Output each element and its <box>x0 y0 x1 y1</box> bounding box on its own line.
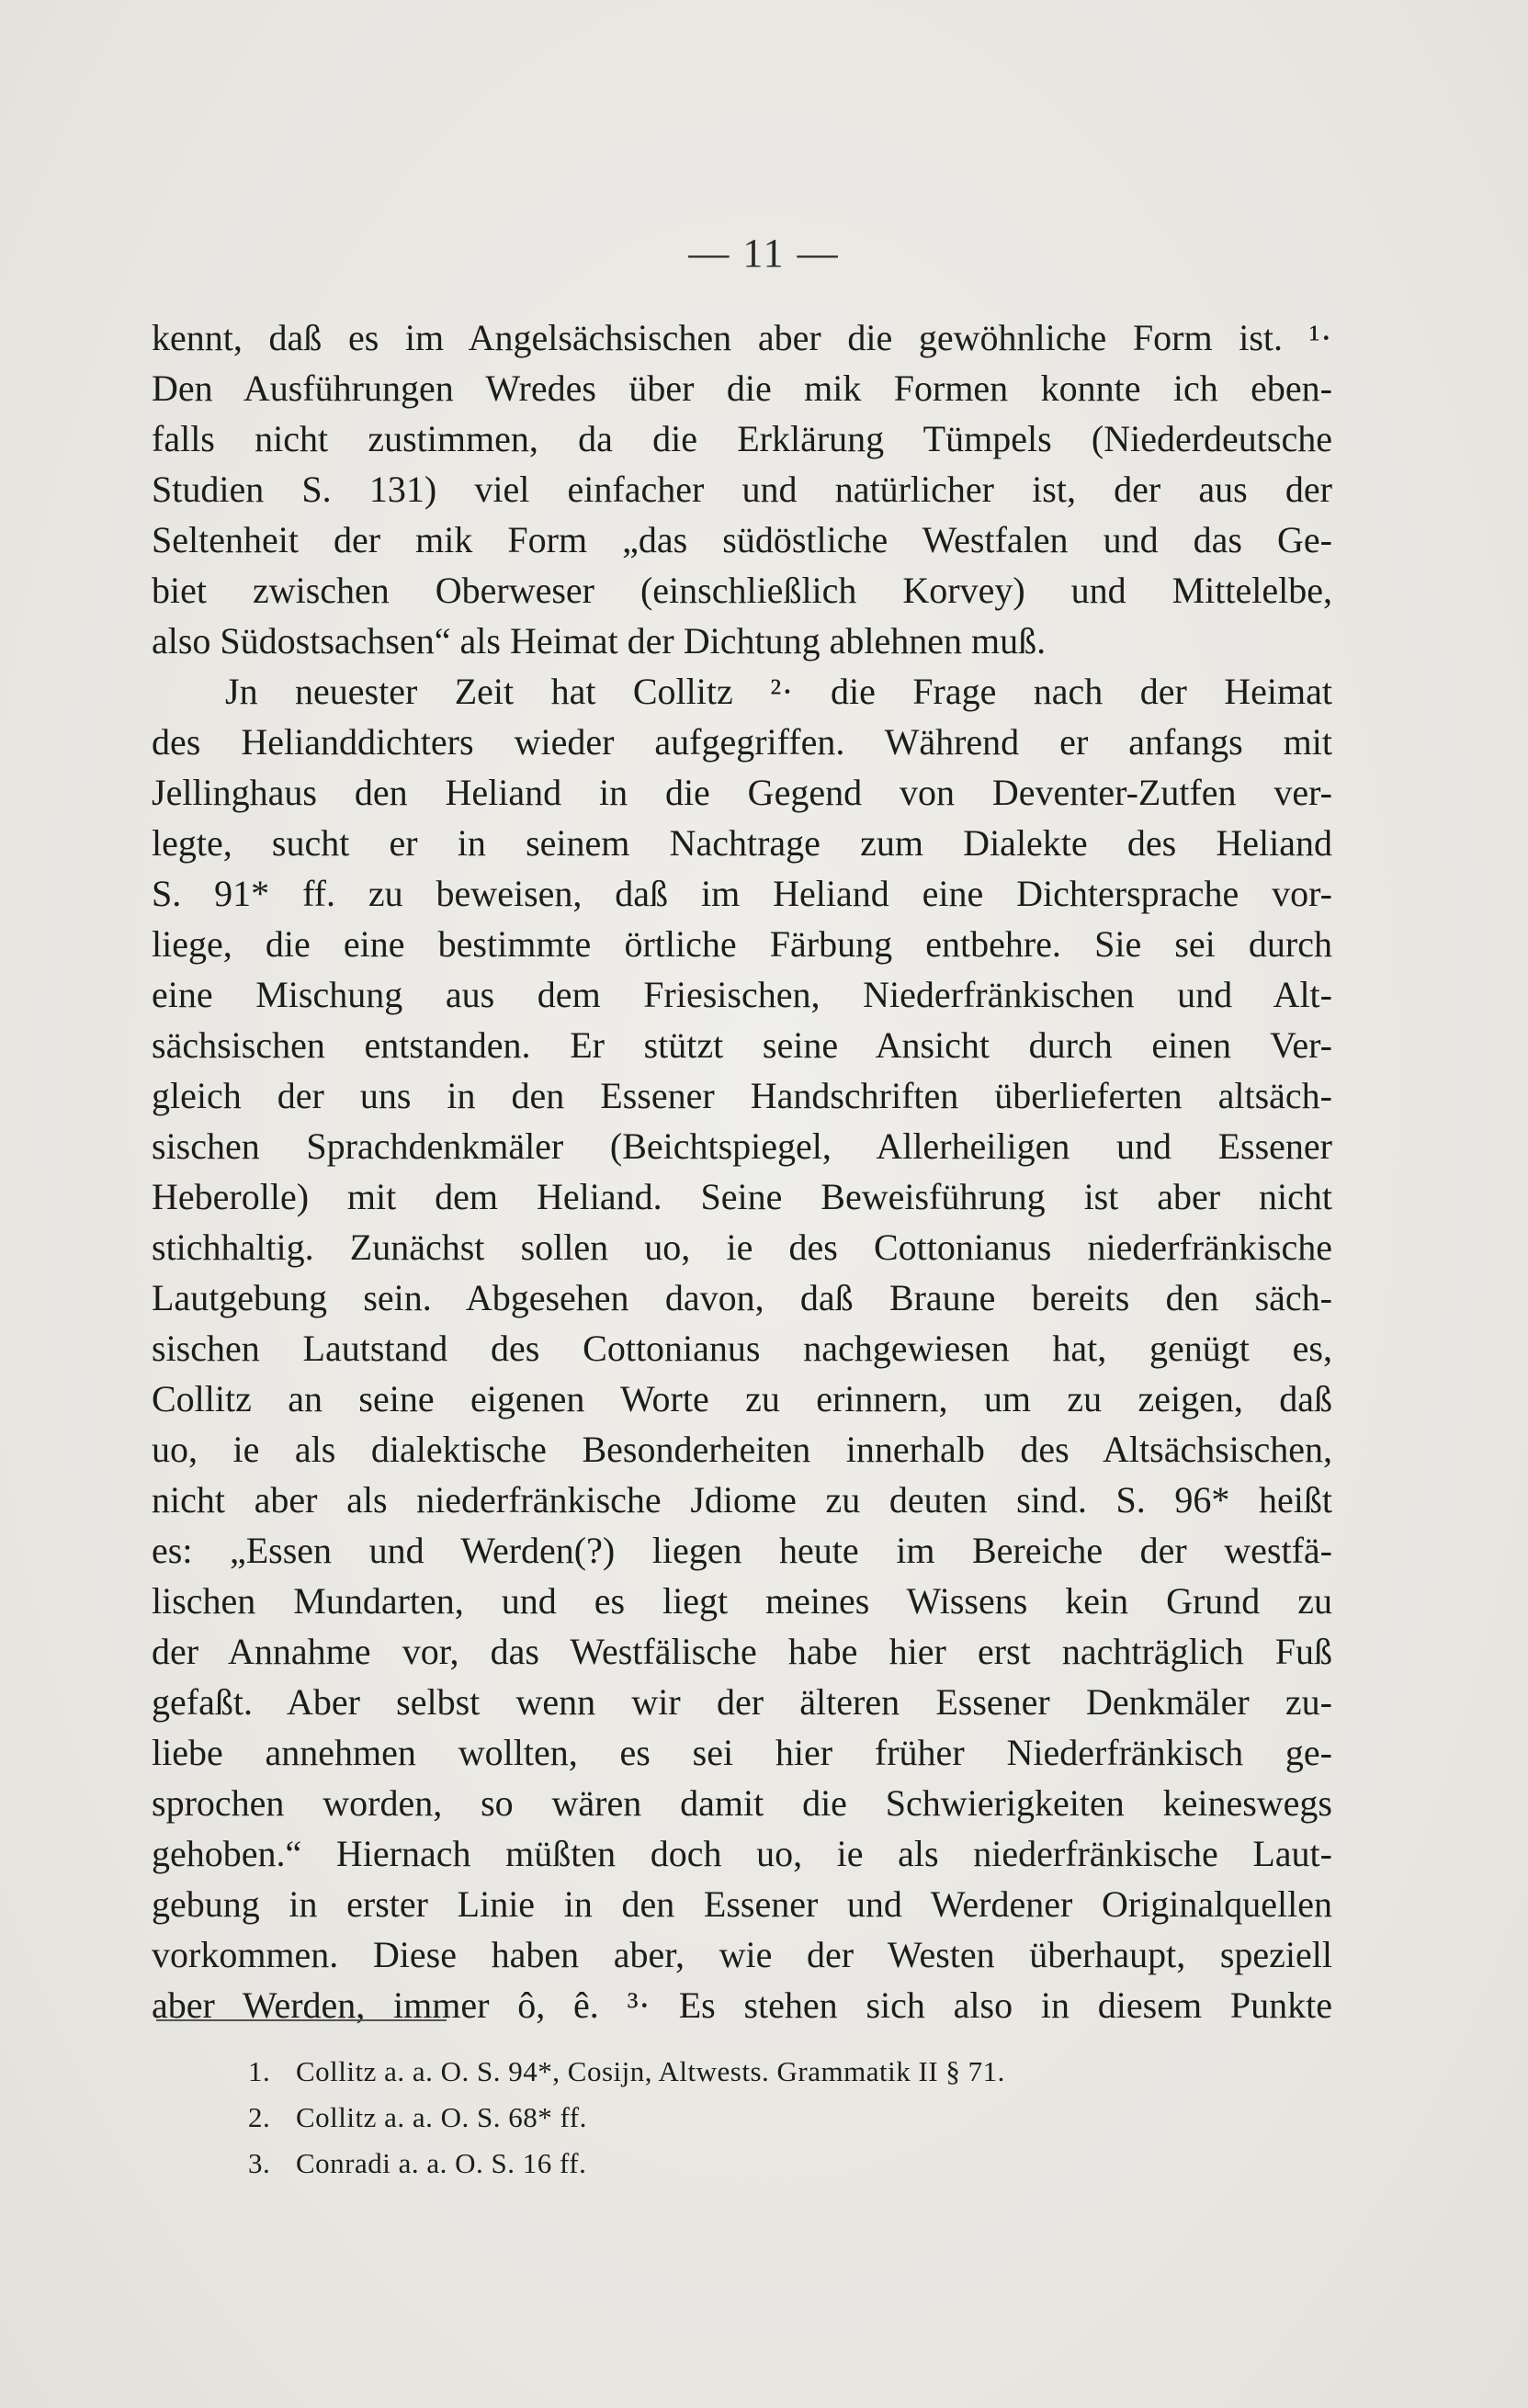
text-line: S. 91* ff. zu beweisen, daß im Heliand eine Dichtersprache vor- <box>152 873 1332 914</box>
text-line: Collitz an seine eigenen Worte zu erinnern, um zu zeigen, daß <box>152 1378 1332 1419</box>
text-line: biet zwischen Oberweser (einschließlich Korvey) und Mittelelbe, <box>152 570 1332 611</box>
text-line: gleich der uns in den Essener Handschriften überlieferten altsäch- <box>152 1075 1332 1116</box>
text-line: gefaßt. Aber selbst wenn wir der älteren Essener Denkmäler zu- <box>152 1681 1332 1723</box>
footnote-separator <box>156 2019 447 2021</box>
footnote <box>248 2141 1259 2187</box>
footnote-text: Collitz a. a. O. S. 68* ff. <box>296 2101 587 2133</box>
text-line: stichhaltig. Zunächst sollen uo, ie des Cottonianus niederfränkische <box>152 1227 1332 1268</box>
page-number: — 11 — <box>688 231 840 276</box>
footnote-number: 2. <box>248 2101 271 2133</box>
text-line: sächsischen entstanden. Er stützt seine Ansicht durch einen Ver- <box>152 1024 1332 1066</box>
text-line: Lautgebung sein. Abgesehen davon, daß Braune bereits den säch- <box>152 1277 1332 1318</box>
text-line: Den Ausführungen Wredes über die mik Formen konnte ich eben- <box>152 367 1332 409</box>
text-line: liege, die eine bestimmte örtliche Färbung entbehre. Sie sei durch <box>152 923 1332 965</box>
text-line: legte, sucht er in seinem Nachtrage zum Dialekte des Heliand <box>152 822 1332 864</box>
text-line: aber Werden, immer ô, ê. ³· Es stehen sich also in diesem Punkte <box>152 1984 1332 2026</box>
text-line: nicht aber als niederfränkische Jdiome zu deuten sind. S. 96* heißt <box>152 1479 1332 1521</box>
text-line: Heberolle) mit dem Heliand. Seine Beweisführung ist aber nicht <box>152 1176 1332 1217</box>
text-line: eine Mischung aus dem Friesischen, Niederfränkischen und Alt- <box>152 974 1332 1015</box>
footnote <box>248 2049 1259 2095</box>
footnotes <box>248 2049 1259 2187</box>
body-text <box>152 312 1332 2030</box>
text-line: der Annahme vor, das Westfälische habe hier erst nachträglich Fuß <box>152 1631 1332 1672</box>
text-line: uo, ie als dialektische Besonderheiten innerhalb des Altsächsischen, <box>152 1429 1332 1470</box>
footnote-number: 3. <box>248 2147 271 2179</box>
text-line: liebe annehmen wollten, es sei hier früher Niederfränkisch ge- <box>152 1732 1332 1773</box>
text-line: Studien S. 131) viel einfacher und natürlicher ist, der aus der <box>152 469 1332 510</box>
footnote-text: Collitz a. a. O. S. 94*, Cosijn, Altwests. Grammatik II § 71. <box>296 2055 1005 2087</box>
text-line: gebung in erster Linie in den Essener und Werdener Originalquellen <box>152 1883 1332 1925</box>
text-line: sischen Lautstand des Cottonianus nachgewiesen hat, genügt es, <box>152 1328 1332 1369</box>
text-line: Jellinghaus den Heliand in die Gegend von Deventer-Zutfen ver- <box>152 772 1332 813</box>
footnote-text: Conradi a. a. O. S. 16 ff. <box>296 2147 587 2179</box>
text-line: sprochen worden, so wären damit die Schwierigkeiten keineswegs <box>152 1782 1332 1824</box>
text-line: vorkommen. Diese haben aber, wie der Westen überhaupt, speziell <box>152 1934 1332 1975</box>
text-line: kennt, daß es im Angelsächsischen aber die gewöhnliche Form ist. ¹· <box>152 317 1332 358</box>
text-line: falls nicht zustimmen, da die Erklärung Tümpels (Niederdeutsche <box>152 418 1332 459</box>
text-line: des Helianddichters wieder aufgegriffen. Während er anfangs mit <box>152 721 1332 763</box>
text-line: lischen Mundarten, und es liegt meines Wissens kein Grund zu <box>152 1580 1332 1622</box>
footnote <box>248 2095 1259 2141</box>
text-line: also Südostsachsen“ als Heimat der Dichtung ablehnen muß. <box>152 620 1047 661</box>
text-line: Seltenheit der mik Form „das südöstliche Westfalen und das Ge- <box>152 519 1332 560</box>
text-line: gehoben.“ Hiernach müßten doch uo, ie als niederfränkische Laut- <box>152 1833 1332 1874</box>
text-line: es: „Essen und Werden(?) liegen heute im Bereiche der westfä- <box>152 1530 1332 1571</box>
text-line: Jn neuester Zeit hat Collitz ²· die Frage nach der Heimat <box>225 671 1332 712</box>
text-line: sischen Sprachdenkmäler (Beichtspiegel, Allerheiligen und Essener <box>152 1125 1332 1167</box>
footnote-number: 1. <box>248 2055 271 2087</box>
